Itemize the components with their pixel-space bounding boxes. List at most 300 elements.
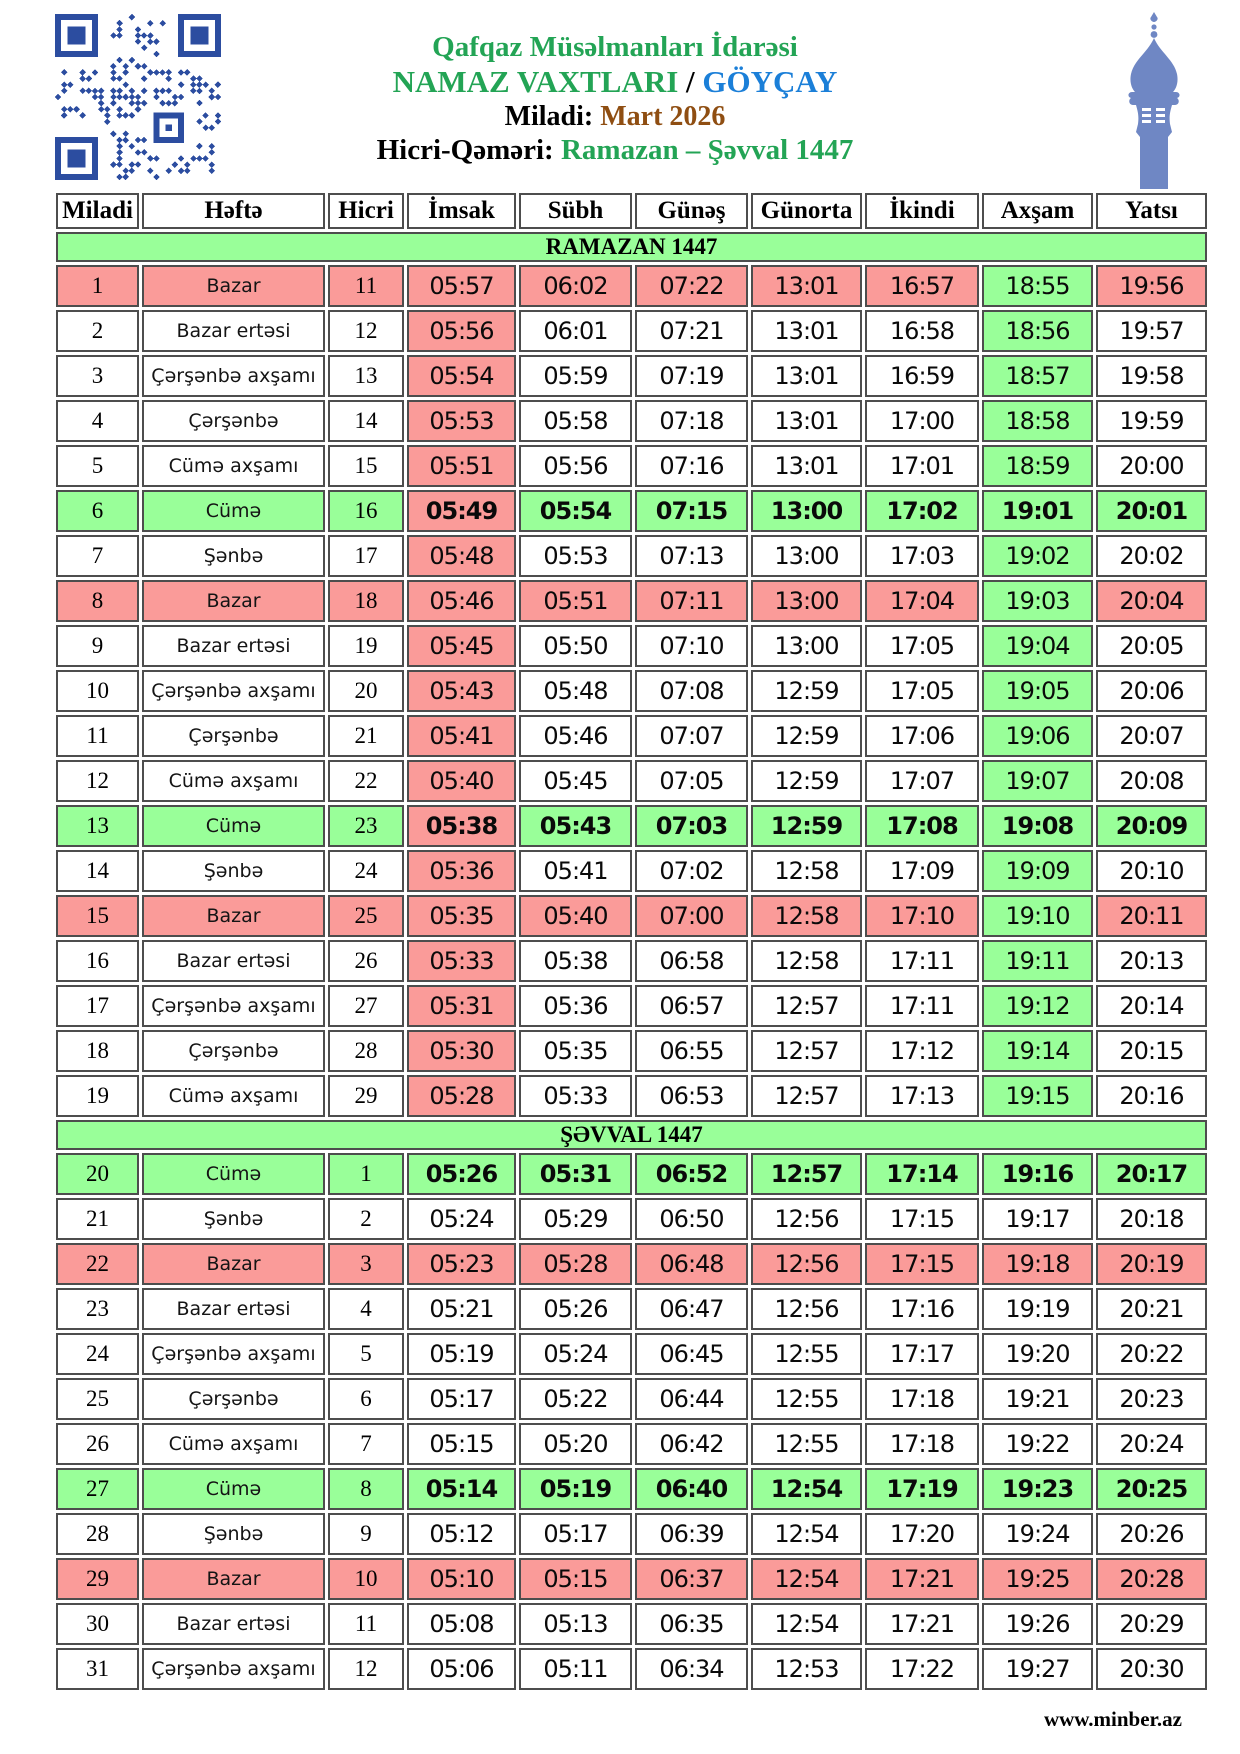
cell-ikindi: 17:15 xyxy=(865,1243,979,1285)
cell-yatsi: 19:58 xyxy=(1096,355,1207,397)
cell-ikindi: 16:59 xyxy=(865,355,979,397)
cell-weekday: Bazar ertəsi xyxy=(142,310,325,352)
cell-weekday: Çərşənbə axşamı xyxy=(142,355,325,397)
cell-subh: 05:13 xyxy=(519,1603,632,1645)
cell-hicri: 25 xyxy=(328,895,404,937)
cell-imsak: 05:51 xyxy=(407,445,516,487)
cell-hicri: 4 xyxy=(328,1288,404,1330)
cell-gunes: 07:05 xyxy=(635,760,748,802)
cell-yatsi: 19:57 xyxy=(1096,310,1207,352)
cell-weekday: Bazar xyxy=(142,1243,325,1285)
day-row xyxy=(56,265,1207,307)
cell-yatsi: 20:10 xyxy=(1096,850,1207,892)
cell-gunorta: 12:57 xyxy=(751,985,862,1027)
cell-ikindi: 17:09 xyxy=(865,850,979,892)
cell-imsak: 05:15 xyxy=(407,1423,516,1465)
cell-gunorta: 12:57 xyxy=(751,1075,862,1117)
cell-gunes: 06:42 xyxy=(635,1423,748,1465)
cell-ikindi: 17:13 xyxy=(865,1075,979,1117)
cell-miladi: 23 xyxy=(56,1288,139,1330)
cell-subh: 05:36 xyxy=(519,985,632,1027)
cell-subh: 05:38 xyxy=(519,940,632,982)
cell-gunorta: 12:55 xyxy=(751,1333,862,1375)
cell-subh: 05:50 xyxy=(519,625,632,667)
cell-axsam: 19:03 xyxy=(982,580,1093,622)
cell-axsam: 19:23 xyxy=(982,1468,1093,1510)
cell-miladi: 5 xyxy=(56,445,139,487)
cell-subh: 05:15 xyxy=(519,1558,632,1600)
day-row xyxy=(56,850,1207,892)
cell-subh: 05:41 xyxy=(519,850,632,892)
cell-weekday: Bazar xyxy=(142,895,325,937)
cell-imsak: 05:06 xyxy=(407,1648,516,1690)
cell-axsam: 19:21 xyxy=(982,1378,1093,1420)
cell-miladi: 30 xyxy=(56,1603,139,1645)
cell-yatsi: 20:08 xyxy=(1096,760,1207,802)
cell-subh: 05:17 xyxy=(519,1513,632,1555)
cell-weekday: Cümə xyxy=(142,805,325,847)
cell-axsam: 19:02 xyxy=(982,535,1093,577)
column-header-row xyxy=(56,193,1207,229)
day-row xyxy=(56,1198,1207,1240)
cell-weekday: Şənbə xyxy=(142,1513,325,1555)
cell-miladi: 24 xyxy=(56,1333,139,1375)
cell-weekday: Cümə xyxy=(142,1468,325,1510)
cell-hicri: 14 xyxy=(328,400,404,442)
cell-subh: 05:28 xyxy=(519,1243,632,1285)
cell-yatsi: 20:13 xyxy=(1096,940,1207,982)
cell-gunorta: 13:01 xyxy=(751,355,862,397)
cell-gunorta: 12:53 xyxy=(751,1648,862,1690)
cell-yatsi: 20:22 xyxy=(1096,1333,1207,1375)
cell-ikindi: 17:10 xyxy=(865,895,979,937)
cell-miladi: 26 xyxy=(56,1423,139,1465)
cell-miladi: 9 xyxy=(56,625,139,667)
cell-imsak: 05:38 xyxy=(407,805,516,847)
cell-imsak: 05:53 xyxy=(407,400,516,442)
cell-axsam: 18:59 xyxy=(982,445,1093,487)
cell-gunes: 07:00 xyxy=(635,895,748,937)
section-title: RAMAZAN 1447 xyxy=(56,232,1207,262)
cell-hicri: 12 xyxy=(328,1648,404,1690)
cell-imsak: 05:36 xyxy=(407,850,516,892)
day-row xyxy=(56,1243,1207,1285)
cell-subh: 05:43 xyxy=(519,805,632,847)
cell-gunorta: 13:00 xyxy=(751,580,862,622)
cell-axsam: 19:05 xyxy=(982,670,1093,712)
cell-imsak: 05:28 xyxy=(407,1075,516,1117)
cell-hicri: 10 xyxy=(328,1558,404,1600)
cell-ikindi: 17:02 xyxy=(865,490,979,532)
cell-axsam: 19:07 xyxy=(982,760,1093,802)
cell-axsam: 19:06 xyxy=(982,715,1093,757)
cell-weekday: Bazar xyxy=(142,1558,325,1600)
cell-subh: 05:58 xyxy=(519,400,632,442)
qr-code-icon xyxy=(55,14,221,180)
cell-weekday: Çərşənbə xyxy=(142,400,325,442)
day-row xyxy=(56,760,1207,802)
cell-gunorta: 12:59 xyxy=(751,670,862,712)
cell-gunorta: 12:58 xyxy=(751,940,862,982)
cell-gunorta: 13:00 xyxy=(751,625,862,667)
cell-ikindi: 17:05 xyxy=(865,670,979,712)
cell-weekday: Bazar ertəsi xyxy=(142,940,325,982)
cell-yatsi: 20:16 xyxy=(1096,1075,1207,1117)
cell-subh: 06:01 xyxy=(519,310,632,352)
title-block xyxy=(230,30,1000,168)
miladi-line xyxy=(230,100,1000,133)
cell-yatsi: 20:11 xyxy=(1096,895,1207,937)
cell-axsam: 18:55 xyxy=(982,265,1093,307)
cell-imsak: 05:49 xyxy=(407,490,516,532)
day-row xyxy=(56,355,1207,397)
cell-gunorta: 12:57 xyxy=(751,1153,862,1195)
cell-miladi: 8 xyxy=(56,580,139,622)
cell-imsak: 05:21 xyxy=(407,1288,516,1330)
cell-hicri: 13 xyxy=(328,355,404,397)
cell-weekday: Bazar xyxy=(142,580,325,622)
cell-gunes: 07:07 xyxy=(635,715,748,757)
cell-ikindi: 17:12 xyxy=(865,1030,979,1072)
day-row xyxy=(56,310,1207,352)
miladi-label: Miladi: xyxy=(504,101,601,132)
cell-yatsi: 20:07 xyxy=(1096,715,1207,757)
cell-gunorta: 13:01 xyxy=(751,445,862,487)
cell-subh: 06:02 xyxy=(519,265,632,307)
cell-gunes: 07:16 xyxy=(635,445,748,487)
cell-gunorta: 12:59 xyxy=(751,760,862,802)
cell-miladi: 12 xyxy=(56,760,139,802)
hicri-label: Hicri-Qəməri: xyxy=(376,134,561,166)
cell-gunorta: 12:56 xyxy=(751,1288,862,1330)
cell-axsam: 19:08 xyxy=(982,805,1093,847)
cell-yatsi: 20:25 xyxy=(1096,1468,1207,1510)
cell-gunes: 07:03 xyxy=(635,805,748,847)
cell-hicri: 11 xyxy=(328,1603,404,1645)
cell-miladi: 15 xyxy=(56,895,139,937)
cell-ikindi: 16:57 xyxy=(865,265,979,307)
cell-hicri: 26 xyxy=(328,940,404,982)
cell-weekday: Çərşənbə axşamı xyxy=(142,670,325,712)
col-header-subh: Sübh xyxy=(519,193,632,229)
day-row xyxy=(56,1075,1207,1117)
cell-hicri: 11 xyxy=(328,265,404,307)
cell-ikindi: 17:08 xyxy=(865,805,979,847)
cell-subh: 05:24 xyxy=(519,1333,632,1375)
cell-imsak: 05:24 xyxy=(407,1198,516,1240)
cell-subh: 05:20 xyxy=(519,1423,632,1465)
cell-imsak: 05:12 xyxy=(407,1513,516,1555)
cell-axsam: 19:20 xyxy=(982,1333,1093,1375)
cell-hicri: 22 xyxy=(328,760,404,802)
cell-imsak: 05:56 xyxy=(407,310,516,352)
cell-weekday: Bazar ertəsi xyxy=(142,1288,325,1330)
cell-ikindi: 17:06 xyxy=(865,715,979,757)
cell-hicri: 24 xyxy=(328,850,404,892)
cell-gunorta: 12:59 xyxy=(751,805,862,847)
cell-axsam: 19:04 xyxy=(982,625,1093,667)
cell-subh: 05:59 xyxy=(519,355,632,397)
cell-axsam: 19:12 xyxy=(982,985,1093,1027)
cell-gunes: 07:19 xyxy=(635,355,748,397)
cell-gunes: 06:50 xyxy=(635,1198,748,1240)
cell-weekday: Çərşənbə xyxy=(142,1378,325,1420)
section-title: ŞƏVVAL 1447 xyxy=(56,1120,1207,1150)
day-row xyxy=(56,985,1207,1027)
cell-axsam: 18:58 xyxy=(982,400,1093,442)
cell-yatsi: 20:23 xyxy=(1096,1378,1207,1420)
cell-hicri: 1 xyxy=(328,1153,404,1195)
title-city: GÖYÇAY xyxy=(702,64,838,99)
cell-ikindi: 16:58 xyxy=(865,310,979,352)
cell-miladi: 21 xyxy=(56,1198,139,1240)
cell-subh: 05:45 xyxy=(519,760,632,802)
cell-miladi: 13 xyxy=(56,805,139,847)
day-row xyxy=(56,715,1207,757)
cell-imsak: 05:45 xyxy=(407,625,516,667)
cell-miladi: 31 xyxy=(56,1648,139,1690)
col-header-hefte: Həftə xyxy=(142,193,325,229)
page-header xyxy=(0,0,1240,190)
cell-gunes: 07:22 xyxy=(635,265,748,307)
cell-axsam: 18:57 xyxy=(982,355,1093,397)
cell-axsam: 19:09 xyxy=(982,850,1093,892)
cell-yatsi: 20:21 xyxy=(1096,1288,1207,1330)
hicri-line xyxy=(230,133,1000,168)
cell-imsak: 05:08 xyxy=(407,1603,516,1645)
cell-ikindi: 17:18 xyxy=(865,1423,979,1465)
day-row xyxy=(56,1333,1207,1375)
cell-miladi: 2 xyxy=(56,310,139,352)
cell-weekday: Cümə xyxy=(142,490,325,532)
cell-axsam: 19:18 xyxy=(982,1243,1093,1285)
cell-hicri: 17 xyxy=(328,535,404,577)
cell-gunes: 06:48 xyxy=(635,1243,748,1285)
cell-gunorta: 12:55 xyxy=(751,1378,862,1420)
cell-weekday: Çərşənbə axşamı xyxy=(142,1333,325,1375)
hicri-value: Ramazan – Şəvval 1447 xyxy=(560,134,854,166)
cell-gunes: 06:58 xyxy=(635,940,748,982)
cell-weekday: Çərşənbə xyxy=(142,1030,325,1072)
cell-gunorta: 12:54 xyxy=(751,1558,862,1600)
cell-miladi: 27 xyxy=(56,1468,139,1510)
col-header-miladi: Miladi xyxy=(56,193,139,229)
cell-imsak: 05:31 xyxy=(407,985,516,1027)
cell-gunorta: 12:54 xyxy=(751,1468,862,1510)
cell-subh: 05:22 xyxy=(519,1378,632,1420)
col-header-hicri: Hicri xyxy=(328,193,404,229)
cell-weekday: Bazar xyxy=(142,265,325,307)
cell-axsam: 19:10 xyxy=(982,895,1093,937)
cell-subh: 05:51 xyxy=(519,580,632,622)
cell-hicri: 29 xyxy=(328,1075,404,1117)
cell-gunes: 07:18 xyxy=(635,400,748,442)
cell-gunes: 06:55 xyxy=(635,1030,748,1072)
day-row xyxy=(56,1378,1207,1420)
cell-ikindi: 17:14 xyxy=(865,1153,979,1195)
cell-imsak: 05:35 xyxy=(407,895,516,937)
cell-axsam: 19:15 xyxy=(982,1075,1093,1117)
prayer-times-table xyxy=(53,190,1210,1693)
cell-yatsi: 20:26 xyxy=(1096,1513,1207,1555)
title-main: NAMAZ VAXTLARI xyxy=(392,64,679,99)
cell-imsak: 05:48 xyxy=(407,535,516,577)
cell-subh: 05:26 xyxy=(519,1288,632,1330)
cell-weekday: Cümə axşamı xyxy=(142,445,325,487)
cell-yatsi: 20:19 xyxy=(1096,1243,1207,1285)
day-row xyxy=(56,535,1207,577)
cell-weekday: Şənbə xyxy=(142,850,325,892)
cell-ikindi: 17:17 xyxy=(865,1333,979,1375)
col-header-imsak: İmsak xyxy=(407,193,516,229)
cell-hicri: 3 xyxy=(328,1243,404,1285)
cell-miladi: 4 xyxy=(56,400,139,442)
cell-yatsi: 20:28 xyxy=(1096,1558,1207,1600)
cell-hicri: 12 xyxy=(328,310,404,352)
cell-weekday: Cümə axşamı xyxy=(142,760,325,802)
cell-gunes: 07:21 xyxy=(635,310,748,352)
cell-miladi: 25 xyxy=(56,1378,139,1420)
cell-weekday: Çərşənbə xyxy=(142,715,325,757)
cell-hicri: 19 xyxy=(328,625,404,667)
cell-weekday: Cümə axşamı xyxy=(142,1423,325,1465)
cell-miladi: 7 xyxy=(56,535,139,577)
day-row xyxy=(56,1153,1207,1195)
cell-subh: 05:19 xyxy=(519,1468,632,1510)
cell-ikindi: 17:21 xyxy=(865,1603,979,1645)
day-row xyxy=(56,580,1207,622)
cell-gunorta: 12:58 xyxy=(751,850,862,892)
cell-ikindi: 17:04 xyxy=(865,580,979,622)
cell-imsak: 05:54 xyxy=(407,355,516,397)
cell-hicri: 15 xyxy=(328,445,404,487)
cell-miladi: 16 xyxy=(56,940,139,982)
cell-hicri: 27 xyxy=(328,985,404,1027)
day-row xyxy=(56,445,1207,487)
cell-subh: 05:33 xyxy=(519,1075,632,1117)
cell-gunes: 06:47 xyxy=(635,1288,748,1330)
cell-weekday: Şənbə xyxy=(142,535,325,577)
day-row xyxy=(56,1468,1207,1510)
cell-miladi: 3 xyxy=(56,355,139,397)
cell-miladi: 18 xyxy=(56,1030,139,1072)
cell-hicri: 18 xyxy=(328,580,404,622)
cell-axsam: 19:11 xyxy=(982,940,1093,982)
website-url: www.minber.az xyxy=(1043,1707,1182,1731)
cell-gunes: 06:39 xyxy=(635,1513,748,1555)
cell-axsam: 19:14 xyxy=(982,1030,1093,1072)
cell-hicri: 6 xyxy=(328,1378,404,1420)
cell-miladi: 11 xyxy=(56,715,139,757)
day-row xyxy=(56,1288,1207,1330)
cell-weekday: Cümə xyxy=(142,1153,325,1195)
cell-imsak: 05:17 xyxy=(407,1378,516,1420)
cell-gunes: 07:10 xyxy=(635,625,748,667)
cell-gunes: 06:34 xyxy=(635,1648,748,1690)
cell-ikindi: 17:15 xyxy=(865,1198,979,1240)
cell-yatsi: 20:17 xyxy=(1096,1153,1207,1195)
cell-ikindi: 17:16 xyxy=(865,1288,979,1330)
organization-title: Qafqaz Müsəlmanları İdarəsi xyxy=(432,31,798,63)
cell-gunorta: 12:58 xyxy=(751,895,862,937)
cell-miladi: 22 xyxy=(56,1243,139,1285)
cell-ikindi: 17:07 xyxy=(865,760,979,802)
cell-gunes: 07:13 xyxy=(635,535,748,577)
cell-hicri: 2 xyxy=(328,1198,404,1240)
day-row xyxy=(56,940,1207,982)
day-row xyxy=(56,895,1207,937)
cell-gunes: 06:52 xyxy=(635,1153,748,1195)
cell-yatsi: 20:01 xyxy=(1096,490,1207,532)
cell-axsam: 19:22 xyxy=(982,1423,1093,1465)
col-header-gunes: Günəş xyxy=(635,193,748,229)
cell-subh: 05:53 xyxy=(519,535,632,577)
cell-hicri: 9 xyxy=(328,1513,404,1555)
cell-gunorta: 12:56 xyxy=(751,1198,862,1240)
col-header-ikindi: İkindi xyxy=(865,193,979,229)
cell-axsam: 19:27 xyxy=(982,1648,1093,1690)
cell-gunes: 06:53 xyxy=(635,1075,748,1117)
cell-gunes: 07:08 xyxy=(635,670,748,712)
cell-subh: 05:48 xyxy=(519,670,632,712)
cell-miladi: 6 xyxy=(56,490,139,532)
cell-ikindi: 17:03 xyxy=(865,535,979,577)
cell-ikindi: 17:20 xyxy=(865,1513,979,1555)
cell-miladi: 10 xyxy=(56,670,139,712)
day-row xyxy=(56,625,1207,667)
section-header-row xyxy=(56,1120,1207,1150)
cell-yatsi: 20:04 xyxy=(1096,580,1207,622)
cell-hicri: 23 xyxy=(328,805,404,847)
cell-miladi: 29 xyxy=(56,1558,139,1600)
day-row xyxy=(56,1558,1207,1600)
day-row xyxy=(56,1513,1207,1555)
cell-imsak: 05:26 xyxy=(407,1153,516,1195)
day-row xyxy=(56,400,1207,442)
day-row xyxy=(56,1603,1207,1645)
cell-ikindi: 17:19 xyxy=(865,1468,979,1510)
cell-gunorta: 13:00 xyxy=(751,535,862,577)
cell-yatsi: 20:29 xyxy=(1096,1603,1207,1645)
cell-subh: 05:46 xyxy=(519,715,632,757)
day-row xyxy=(56,670,1207,712)
cell-weekday: Bazar ertəsi xyxy=(142,625,325,667)
cell-hicri: 8 xyxy=(328,1468,404,1510)
day-row xyxy=(56,1423,1207,1465)
cell-gunes: 06:44 xyxy=(635,1378,748,1420)
cell-ikindi: 17:01 xyxy=(865,445,979,487)
day-row xyxy=(56,805,1207,847)
cell-gunorta: 12:54 xyxy=(751,1603,862,1645)
cell-axsam: 19:25 xyxy=(982,1558,1093,1600)
cell-gunorta: 13:00 xyxy=(751,490,862,532)
table-body xyxy=(56,232,1207,1690)
cell-miladi: 20 xyxy=(56,1153,139,1195)
section-header-row xyxy=(56,232,1207,262)
cell-yatsi: 20:18 xyxy=(1096,1198,1207,1240)
cell-hicri: 7 xyxy=(328,1423,404,1465)
day-row xyxy=(56,1030,1207,1072)
cell-yatsi: 19:59 xyxy=(1096,400,1207,442)
cell-weekday: Cümə axşamı xyxy=(142,1075,325,1117)
cell-weekday: Çərşənbə axşamı xyxy=(142,1648,325,1690)
cell-subh: 05:35 xyxy=(519,1030,632,1072)
cell-imsak: 05:23 xyxy=(407,1243,516,1285)
cell-gunorta: 12:59 xyxy=(751,715,862,757)
cell-imsak: 05:41 xyxy=(407,715,516,757)
cell-yatsi: 20:14 xyxy=(1096,985,1207,1027)
cell-subh: 05:40 xyxy=(519,895,632,937)
